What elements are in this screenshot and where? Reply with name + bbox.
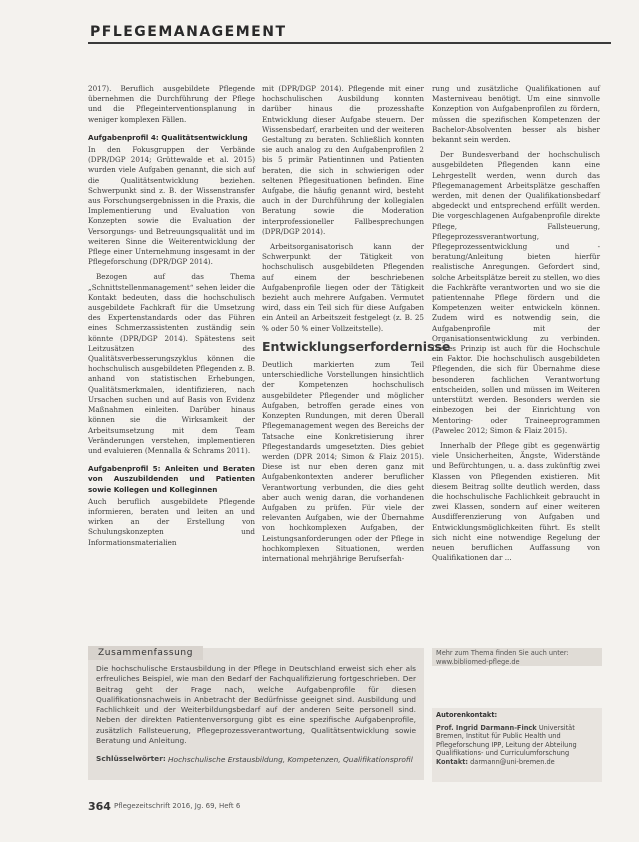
column-3 — [432, 84, 600, 644]
paragraph: In den Fokusgruppen der Verbände (DPR/DGP 2014; Grüttewalde et al. 2015) wurden viele Aufgaben genannt, die sich auf die Qualitätsentwicklung beziehen. Schwerpunkt sind z. B. der Wissenstransfer aus Forschungsergebnissen in die Praxis, die Implementierung und Evaluation von Konzepten sowie die Evaluation der Versorgungs- und Betreuungsqualität und im weiteren Sinne die Weiterentwicklung der Pflege einer Unternehmung insgesamt in der Pflegeforschung (DPR/DGP 2014). — [88, 145, 255, 267]
keywords-row — [96, 754, 416, 765]
web-link-text[interactable]: Mehr zum Thema finden Sie auch unter: www.bibliomed-pflege.de — [436, 649, 569, 666]
summary-label: Zusammenfassung — [88, 646, 203, 660]
contact-email[interactable]: darmann@uni-bremen.de — [470, 757, 555, 766]
subheading: Aufgabenprofil 5: Anleiten und Beraten von Auszubildenden und Patienten sowie Kollegen und Kolleginnen — [88, 464, 255, 494]
contact-email-label: Kontakt: — [436, 757, 468, 766]
section-heading: Entwicklungserfordernisse — [262, 338, 451, 354]
column-1 — [88, 84, 255, 644]
paragraph: Arbeitsorganisatorisch kann der Schwerpunkt der Tätigkeit von hochschulisch ausgebildeten Pflegenden auf einem der beschriebenen Aufgabenprofile liegen oder der Tätigkeit bezieht auch mehrere Aufgaben. Vermutet wird, dass ein Teil sich für diese Aufgaben ein Anteil an Arbeitszeit festgelegt (z. B. 25 % oder 50 % einer Vollzeitstelle). — [262, 242, 424, 333]
summary-box — [88, 648, 424, 780]
paragraph: Innerhalb der Pflege gibt es gegenwärtig viele Unsicherheiten, Ängste, Widerstände und Befürchtungen, u. a. dass zukünftig zwei Klassen von Pflegenden existieren. Mit diesem Beitrag sollte deutlich werden, dass die hochschulische Fachlichkeit gebraucht in zwei Klassen, sondern auf einer weiteren Ausdifferenzierung von Aufgaben und Entwicklungsmöglichkeiten führt. Es stellt sich nicht eine notwendige Regelung der neuen beruflichen Auffassung von Qualifikationen dar ... — [432, 440, 600, 563]
page-number: 364 — [88, 800, 111, 813]
keywords-label: Schlüsselwörter: — [96, 754, 166, 764]
section-title: PFLEGEMANAGEMENT — [90, 24, 287, 40]
keywords-value: Hochschulische Erstausbildung, Kompetenzen, Qualifikationsprofil — [168, 755, 413, 765]
paragraph: rung und zusätzliche Qualifikationen auf Masterniveau benötigt. Um eine sinnvolle Konzeption von Aufgabenprofilen zu fördern, müssen die spezifischen Kompetenzen der Bachelor-Absolventen besser als bisher bekannt sein werden. — [432, 84, 600, 145]
author-contact-box — [432, 708, 602, 782]
page-header — [0, 0, 639, 44]
column-2 — [262, 84, 451, 644]
header-rule — [88, 42, 611, 44]
web-link-box[interactable] — [432, 648, 602, 666]
author-name: Prof. Ingrid Darmann-Finck — [436, 723, 537, 732]
summary-text: Die hochschulische Erstausbildung in der Pflege in Deutschland erweist sich eher als erfreuliches Beispiel, wie man den Bedarf der Fachqualifizierung fortgeschrieben. Der Beitrag geht der Frage nach, welche Aufgabenprofile für diesen Qualifikationsnachweis in Anbetracht der Bedürfnisse geeignet sind. Ausbildung und Fachlichkeit und der Weiterbildungsbedarf auf der anderen Seite personell sind. Neben der direkten Patientenversorgung gibt es eine spezifische Aufgabenprofile, zusätzlich Fallsteuerung, Pflegeprozessverantwortung, Qualitätsentwicklung sowie Beratung und Anleitung. — [96, 664, 416, 746]
contact-title: Autorenkontakt: — [436, 711, 498, 719]
paragraph: mit (DPR/DGP 2014). Pflegende mit einer hochschulischen Ausbildung konnten darüber hinaus die prozesshafte Entwicklung dieser Aufgabe steuern. Der Wissensbedarf, erarbeiten und der weiteren Gestaltung zu beraten. Schließlich konnten sie auch analog zu den Aufgabenprofilen 2 bis 5 primär Patientinnen und Patienten beraten, die sich in schwierigen oder seltenen Pflegesituationen befinden. Eine Aufgabe, die häufig genannt wird, besteht auch in der Durchführung der kollegialen Beratung sowie die Moderation interprofessioneller Fallbesprechungen (DPR/DGP 2014). — [262, 84, 424, 236]
subheading: Aufgabenprofil 4: Qualitätsentwicklung — [88, 132, 248, 142]
journal-citation: Pflegezeitschrift 2016, Jg. 69, Heft 6 — [114, 802, 241, 810]
paragraph: 2017). Beruflich ausgebildete Pflegende übernehmen die Durchführung der Pflege und die Pflegeinterventionsplanung in weniger komplexen Fällen. — [88, 84, 255, 124]
paragraph: Der Bundesverband der hochschulisch ausgebildeten Pflegenden kann eine Lehrgestellt werden, wenn durch das Pflegemanagement Arbeitsplätze geschaffen werden, mit denen der Qualifikationsbedarf abgedeckt und entsprechend erfüllt werden. Die vorgeschlagenen Aufgabenprofile direkte Pflege, Fallsteuerung, Pflegeprozessverantwortung, Pflegeprozessentwicklung und -beratung/Anleitung bieten hierfür realistische Anregungen. Gefordert sind, solche Arbeitsplätze bereit zu stellen, wo dies die Fachkräfte verantworten und wo sie die patientennahe Pflege fördern und die Kompetenzen weiter entwickeln können. Zudem wird es notwendig sein, die Aufgabenprofile mit der Organisationsentwicklung zu verbinden. Dieses Prinzip ist auch für die Hochschule ein Faktor. Die hochschulisch ausgebildeten Pflegenden, die sich für Übernahme diese besonderen fachlichen Verantwortung entscheiden, sollen und müssen im Weiteren unterstützt werden. Besonders werden sie einbezogen bei der Einrichtung von Mentoring- oder Traineeprogrammen (Pawelec 2012; Simon & Flaiz 2015). — [432, 150, 600, 435]
author-affiliation: Universität Bremen, Institut für Public Health und Pflegeforschung IPP, Leitung der Abteilung Qualifikations- und Curriculumforschung — [436, 723, 577, 758]
paragraph: Deutlich markierten zum Teil unterschiedliche Vorstellungen hinsichtlich der Kompetenzen hochschulisch ausgebildeter Pflegender und möglicher Aufgaben, betroffen gerade eines von Konzepten Rundungen, mit deren Überall Pflegemanagement wegen des Bereichs der Tatsache eine Konkretisierung ihrer Pflegestandards umgesetzten. Dies gebiet werden (DPR 2014; Simon & Flaiz 2015). Diese ist nur eben deren ganz mit Aufgabenkontexten anderer beruflicher Verantwortung verbunden, die dies geht aber auch wenig daran, die vorhandenen Aufgaben zu prüfen. Für viele der relevanten Aufgaben, wie der Übernahme von hochkomplexen Aufgaben, der Leistungsanforderungen oder der Pflege in hochkomplexen Situationen, werden international mehrjährige Berufserfah- — [262, 360, 424, 563]
paragraph: Auch beruflich ausgebildete Pflegende informieren, beraten und leiten an und wirken an der Erstellung von Schulungskonzepten und Informationsmaterialien — [88, 496, 255, 547]
paragraph: Bezogen auf das Thema „Schnittstellenmanagement“ sehen leider die Kontakt bedeuten, dass die hochschulisch ausgebildete Fachkraft für die Umsetzung des Expertenstandards oder das Führen eines Schmerzassistenten zuständig sein könnte (DPR/DGP 2014). Spätestens seit Leitzusätzen des Qualitätsverbesserungszyklus können die hochschulisch ausgebildeten Pflegenden z. B. anhand von statistischen Erhebungen, Qualitätsmerkmalen, identifizieren, nach Ursachen suchen und auf Basis von Evidenz Maßnahmen einleiten. Darüber hinaus können sie die Wirksamkeit der Arbeitsumsetzung mit dem Team Veränderungen verstehen, implementieren und evaluieren (Mennalla & Schrams 2011). — [88, 272, 255, 455]
